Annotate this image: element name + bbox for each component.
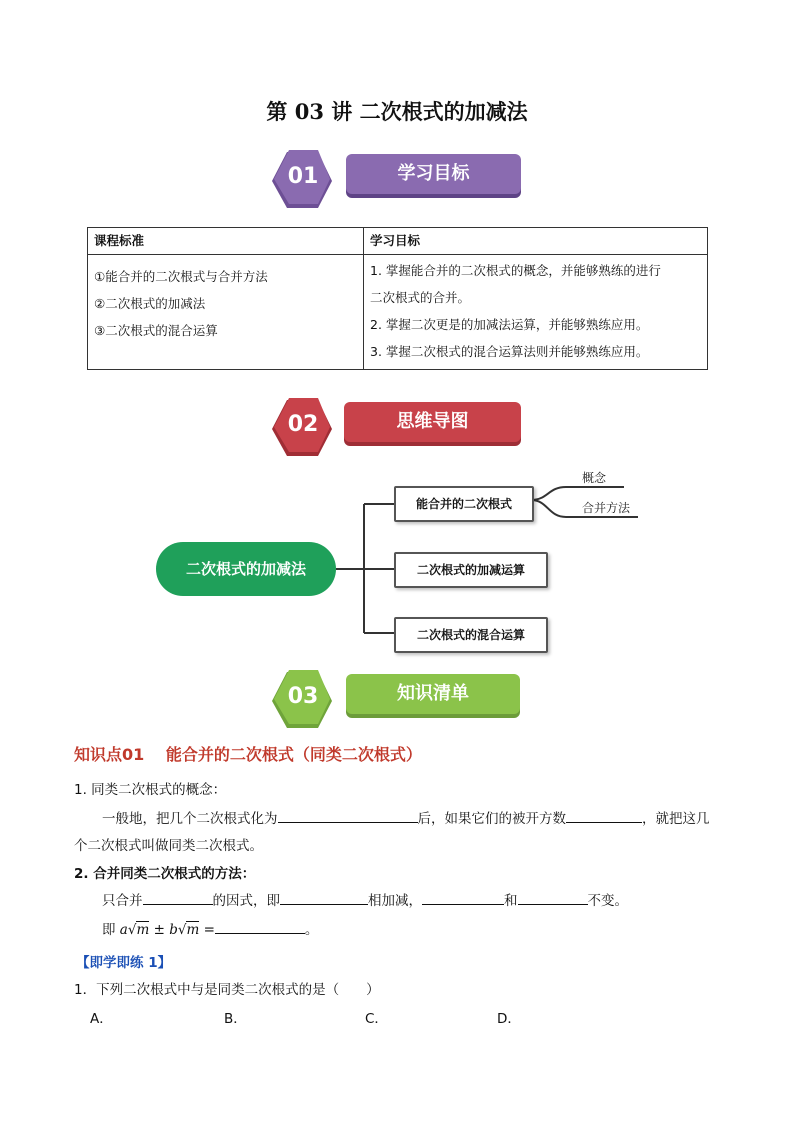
item2-line1 bbox=[102, 889, 628, 909]
mindmap-leaf: 合并方法 bbox=[582, 501, 631, 515]
text-span: 和 bbox=[504, 893, 518, 909]
text-span: 只合并 bbox=[102, 893, 143, 909]
section-number-01: 01 bbox=[287, 164, 319, 189]
text-span: ，就把这几 bbox=[642, 811, 710, 827]
table-header-standard: 课程标准 bbox=[88, 228, 364, 255]
item2-title: 2. 合并同类二次根式的方法： bbox=[74, 866, 256, 882]
sqrt-icon: √ bbox=[177, 922, 187, 938]
fill-blank[interactable] bbox=[278, 808, 418, 823]
fill-blank[interactable] bbox=[143, 890, 213, 905]
text-span: 即 bbox=[102, 922, 116, 938]
option-c[interactable]: C． bbox=[365, 1011, 388, 1027]
item1-line2: 个二次根式叫做同类二次根式。 bbox=[74, 838, 263, 854]
practice-label: 【即学即练 1】 bbox=[76, 955, 172, 971]
formula-var: b bbox=[169, 922, 178, 938]
standard-item: ②二次根式的加减法 bbox=[94, 296, 206, 311]
fill-blank[interactable] bbox=[422, 890, 504, 905]
mindmap-leaf: 概念 bbox=[582, 471, 607, 485]
text-span: 后，如果它们的被开方数 bbox=[417, 811, 566, 827]
section-number-02: 02 bbox=[287, 412, 319, 437]
objective-item: 2. 掌握二次更是的加减法运算，并能够熟练应用。 bbox=[370, 317, 649, 332]
item1-title: 1. 同类二次根式的概念： bbox=[74, 782, 227, 798]
mindmap-branch: 二次根式的加减运算 bbox=[394, 552, 548, 588]
mindmap-branch: 能合并的二次根式 bbox=[394, 486, 534, 522]
text-span: ± bbox=[153, 922, 165, 938]
item1-line1 bbox=[102, 807, 710, 827]
practice-question: 1．下列二次根式中与是同类二次根式的是（ ） bbox=[74, 982, 380, 998]
text-span: 相加减， bbox=[368, 893, 422, 909]
objective-item: 3. 掌握二次根式的混合运算法则并能够熟练应用。 bbox=[370, 344, 649, 359]
section-number-03: 03 bbox=[287, 684, 319, 709]
objective-item: 1. 掌握能合并的二次根式的概念，并能够熟练的进行 bbox=[370, 263, 661, 278]
knowledge-point-title: 知识点01 能合并的二次根式（同类二次根式） bbox=[74, 745, 422, 764]
section-label-01: 学习目标 bbox=[397, 163, 470, 184]
goals-table bbox=[87, 227, 708, 370]
fill-blank[interactable] bbox=[566, 808, 642, 823]
section-label-02: 思维导图 bbox=[396, 411, 469, 432]
fill-blank[interactable] bbox=[215, 919, 305, 934]
text-span: 。 bbox=[304, 922, 319, 938]
objective-item: 二次根式的合并。 bbox=[370, 290, 471, 305]
option-a[interactable]: A． bbox=[90, 1011, 113, 1027]
sqrt-icon: √ bbox=[127, 922, 137, 938]
mindmap-root: 二次根式的加减法 bbox=[156, 542, 336, 596]
option-b[interactable]: B． bbox=[224, 1011, 247, 1027]
text-span: 不变。 bbox=[587, 893, 628, 909]
fill-blank[interactable] bbox=[280, 890, 368, 905]
mindmap-branch: 二次根式的混合运算 bbox=[394, 617, 548, 653]
text-span: 一般地，把几个二次根式化为 bbox=[102, 811, 278, 827]
formula-var: m bbox=[186, 922, 200, 938]
page-title: 第 03 讲 二次根式的加减法 bbox=[266, 99, 528, 124]
text-span: = bbox=[203, 922, 215, 938]
option-d[interactable]: D． bbox=[497, 1011, 521, 1027]
section-label-03: 知识清单 bbox=[397, 683, 469, 704]
formula-line bbox=[102, 918, 318, 938]
table-header-objective: 学习目标 bbox=[364, 228, 708, 255]
formula-var: m bbox=[136, 922, 150, 938]
fill-blank[interactable] bbox=[518, 890, 588, 905]
formula-var: a bbox=[119, 922, 128, 938]
standard-item: ③二次根式的混合运算 bbox=[94, 323, 218, 338]
standard-item: ①能合并的二次根式与合并方法 bbox=[94, 269, 268, 284]
text-span: 的因式，即 bbox=[212, 893, 280, 909]
